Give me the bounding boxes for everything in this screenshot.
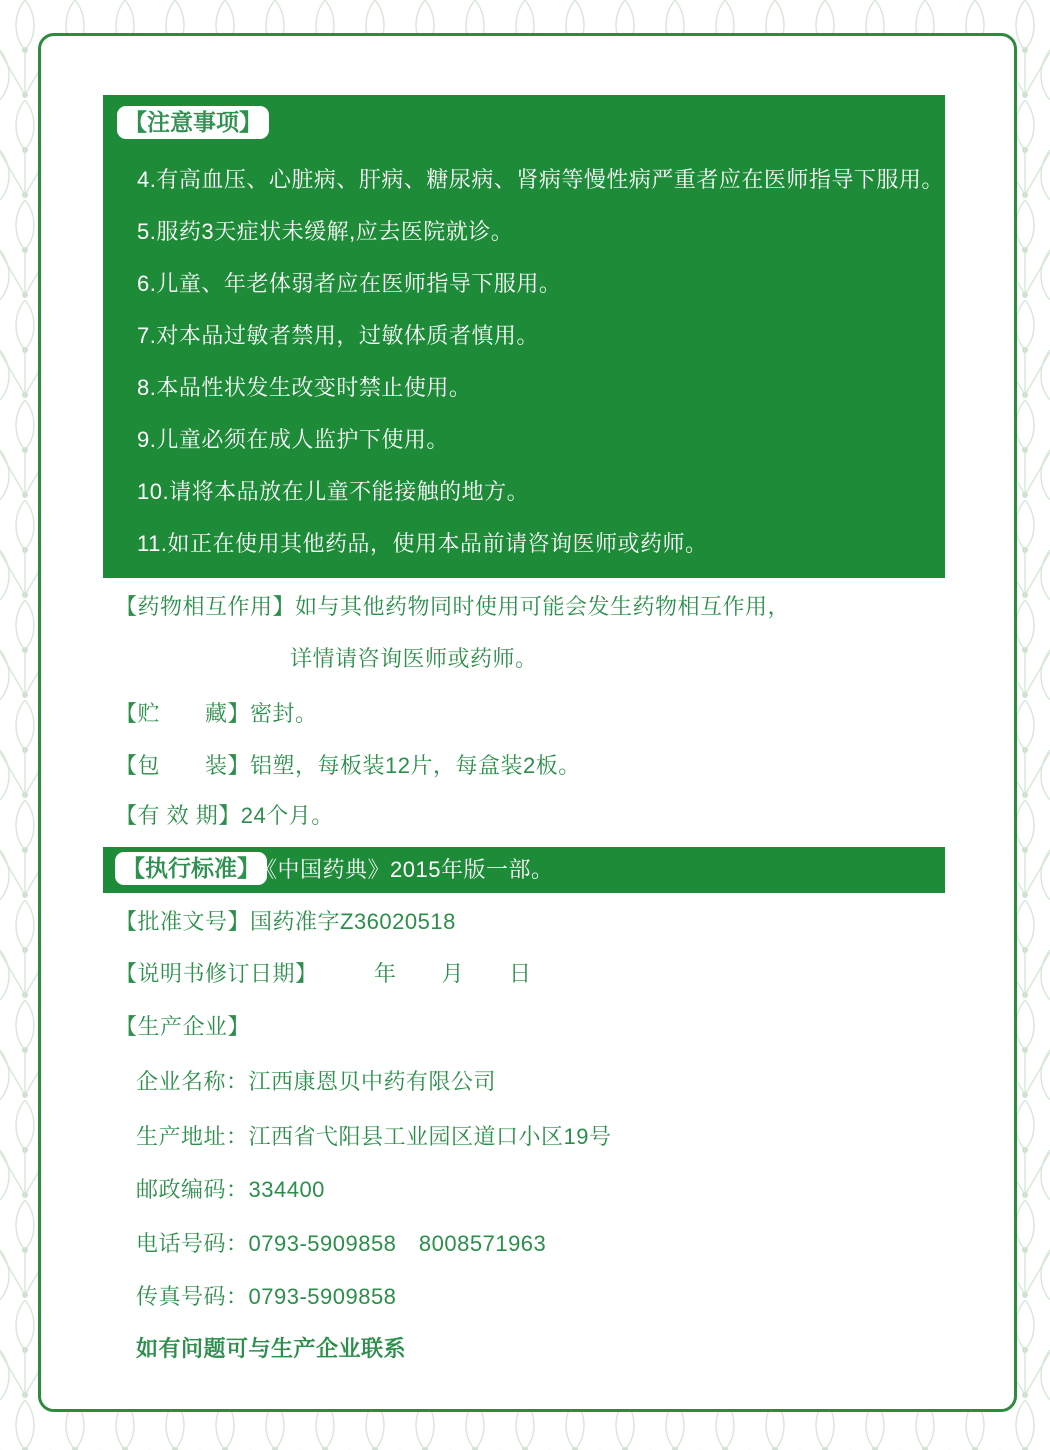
standard-header-badge: 【执行标准】 xyxy=(115,852,267,885)
precaution-item-8: 8.本品性状发生改变时禁止使用。 xyxy=(137,375,472,400)
precaution-item-5: 5.服药3天症状未缓解,应去医院就诊。 xyxy=(137,219,514,244)
approval-number-line: 【批准文号】国药准字Z36020518 xyxy=(115,909,456,934)
precaution-item-7: 7.对本品过敏者禁用，过敏体质者慎用。 xyxy=(137,323,539,348)
company-fax-line: 传真号码：0793-5909858 xyxy=(136,1284,397,1309)
drug-interactions-line1: 【药物相互作用】如与其他药物同时使用可能会发生药物相互作用， xyxy=(115,594,791,619)
packaging-line: 【包 装】铝塑，每板装12片，每盒装2板。 xyxy=(115,753,581,778)
standard-value: 《中国药典》2015年版一部。 xyxy=(255,857,554,882)
precaution-item-6: 6.儿童、年老体弱者应在医师指导下服用。 xyxy=(137,271,562,296)
company-phone-line: 电话号码：0793-5909858 8008571963 xyxy=(136,1231,547,1256)
storage-line: 【贮 藏】密封。 xyxy=(115,701,318,726)
precaution-item-4: 4.有高血压、心脏病、肝病、糖尿病、肾病等慢性病严重者应在医师指导下服用。 xyxy=(137,167,944,192)
precaution-item-11: 11.如正在使用其他药品，使用本品前请咨询医师或药师。 xyxy=(137,531,708,556)
manufacturer-header: 【生产企业】 xyxy=(115,1014,251,1039)
company-address-line: 生产地址：江西省弋阳县工业园区道口小区19号 xyxy=(136,1124,612,1149)
contact-note-line: 如有问题可与生产企业联系 xyxy=(136,1336,407,1361)
validity-line: 【有 效 期】24个月。 xyxy=(115,803,334,828)
precautions-header-badge: 【注意事项】 xyxy=(117,106,269,139)
company-postcode-line: 邮政编码：334400 xyxy=(136,1177,325,1202)
precaution-item-9: 9.儿童必须在成人监护下使用。 xyxy=(137,427,449,452)
precaution-item-10: 10.请将本品放在儿童不能接触的地方。 xyxy=(137,479,530,504)
revision-date-line: 【说明书修订日期】 年 月 日 xyxy=(115,961,532,986)
drug-interactions-line2: 详情请咨询医师或药师。 xyxy=(290,646,538,671)
company-name-line: 企业名称：江西康恩贝中药有限公司 xyxy=(136,1069,497,1094)
